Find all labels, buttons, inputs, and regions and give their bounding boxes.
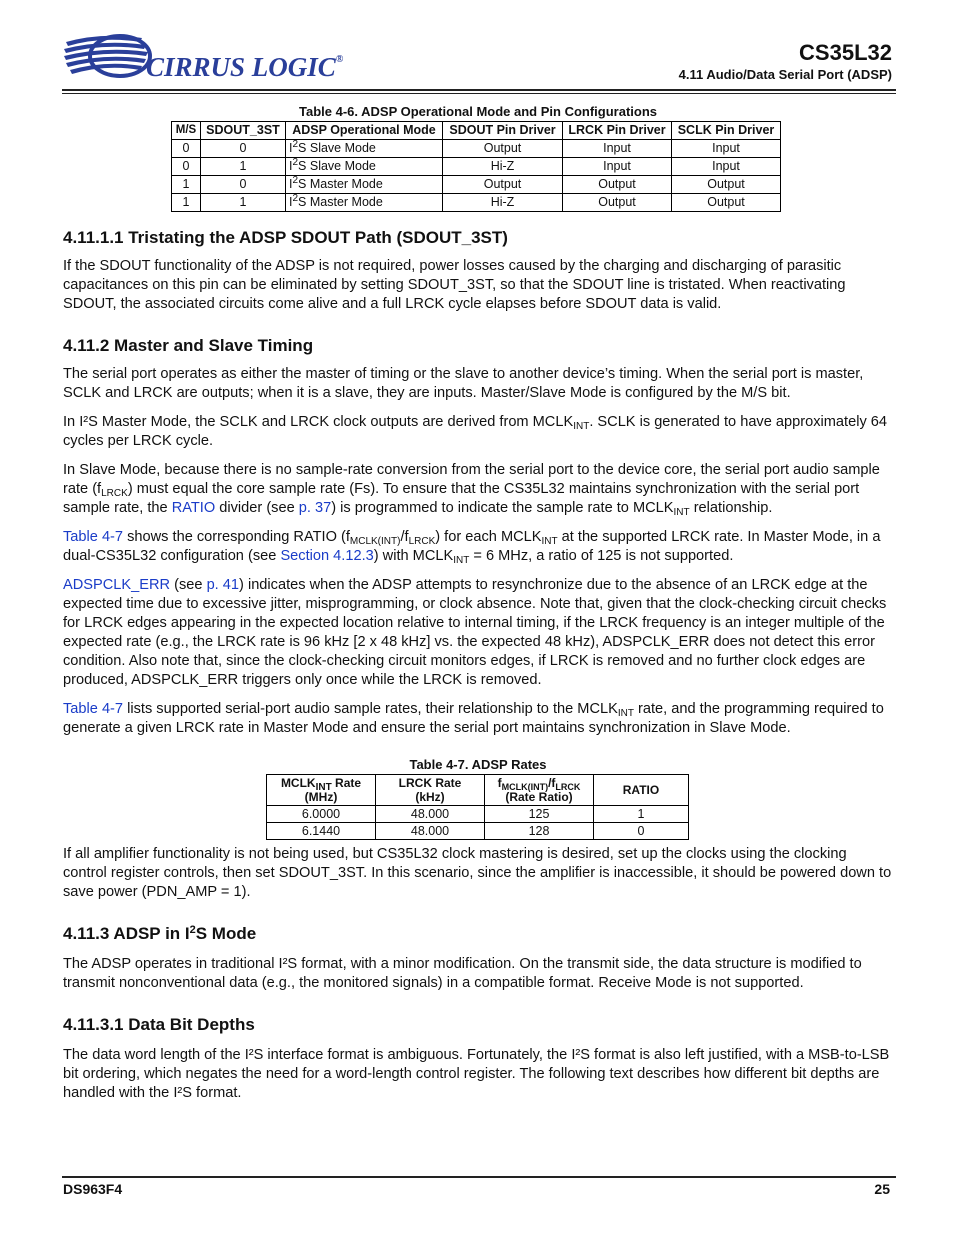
cell-sdout: Output: [443, 176, 563, 194]
cell-ms: 0: [172, 140, 201, 158]
ratio-link[interactable]: RATIO: [171, 500, 216, 516]
cell-ms: 0: [172, 158, 201, 176]
th-lrck-driver: LRCK Pin Driver: [563, 122, 672, 140]
table-row: [172, 140, 781, 158]
text: = 6 MHz, a ratio of 125 is not supported.: [469, 548, 734, 564]
paragraph-tristating: If the SDOUT functionality of the ADSP is not required, power losses caused by the charging and discharging of parasitic capacitances on this pin can be eliminated by setting SDOUT_3ST, so that the SDOUT line is tristated. When reactivating SDOUT, the associated circuits come alive and a full LRCK cycle elapses before SDOUT data is valid.: [63, 258, 846, 312]
cell-rate-ratio: 125: [485, 806, 594, 823]
sub-int: INT: [453, 555, 470, 566]
cell-mode: [286, 158, 443, 176]
cell-sdout: Hi-Z: [443, 158, 563, 176]
mode-prefix: I: [289, 159, 293, 173]
text: at the supported LRCK rate. In Master Mode, in a dual-CS35L32 configuration (see: [63, 529, 881, 564]
cell-sdout3st: 0: [201, 176, 286, 194]
th-ms: M/S: [172, 122, 201, 140]
cell-lrck: Output: [563, 176, 672, 194]
mode-suffix: S Slave Mode: [298, 141, 376, 155]
cell-lrck: 48.000: [376, 823, 485, 840]
text: (Rate Ratio): [505, 790, 573, 804]
sub-int: INT: [541, 536, 558, 547]
cell-mclk: 6.1440: [267, 823, 376, 840]
text: /f: [548, 776, 556, 790]
adspclk-err-link[interactable]: ADSPCLK_ERR: [63, 577, 171, 593]
section-4-12-3-link[interactable]: Section 4.12.3: [280, 548, 374, 564]
cell-mode: [286, 176, 443, 194]
page-number: 25: [874, 1181, 890, 1197]
footer-rule: [62, 1176, 896, 1178]
heading-4-11-1-1: 4.11.1.1 Tristating the ADSP SDOUT Path (SDOUT_3ST): [63, 228, 508, 247]
text: rate, and the programming required to generate a given LRCK rate in Master Mode and ensure the serial port maintains synchronization in Slave Mode.: [63, 701, 884, 736]
sub-int: INT: [673, 507, 690, 518]
logo-text: CIRRUS LOGIC: [146, 52, 336, 82]
cell-sdout: Hi-Z: [443, 194, 563, 212]
text: ) is programmed to indicate the sample rate to MCLK: [331, 500, 674, 516]
table-4-6: [171, 121, 781, 212]
sub-mclk-int: MCLK(INT): [501, 782, 549, 792]
cell-ms: 1: [172, 194, 201, 212]
sup-2: 2: [292, 157, 299, 168]
cell-ratio: 1: [594, 806, 689, 823]
table-4-7: [266, 774, 689, 840]
page-37-link[interactable]: p. 37: [298, 500, 332, 516]
text: /f: [400, 529, 409, 545]
sub-mclk-int: MCLK(INT): [349, 536, 401, 547]
text: divider (see: [215, 500, 299, 516]
cell-lrck: Output: [563, 194, 672, 212]
section-title: 4.11 Audio/Data Serial Port (ADSP): [678, 67, 892, 82]
page-content: [63, 104, 893, 1103]
table-4-7-caption: Table 4-7. ADSP Rates: [409, 757, 547, 772]
text: ) with MCLK: [373, 548, 454, 564]
text: (see: [170, 577, 207, 593]
cell-sdout3st: 1: [201, 194, 286, 212]
sup-2: 2: [292, 193, 299, 204]
cell-rate-ratio: 128: [485, 823, 594, 840]
text: (MHz): [304, 790, 338, 804]
paragraph-adspclk-err: [63, 576, 893, 690]
paragraph-master-slave: The serial port operates as either the master of timing or the slave to another device’s timing. When the serial port is master, SCLK and LRCK are outputs; when it is a slave, they are inputs. Master/Slave Mode is configured by the M/S bit.: [63, 366, 864, 401]
paragraph-rates: [63, 700, 893, 738]
sup-2: 2: [189, 924, 196, 936]
text: MCLK: [280, 776, 316, 790]
table-row: [172, 194, 781, 212]
th-lrck-rate: [376, 775, 485, 806]
mode-suffix: S Master Mode: [298, 177, 383, 191]
table-header-row: [172, 122, 781, 140]
mode-suffix: S Master Mode: [298, 195, 383, 209]
cell-sclk: Input: [672, 158, 781, 176]
text: . SCLK is generated to have approximately 64 cycles per LRCK cycle.: [63, 414, 888, 449]
cell-sdout: Output: [443, 140, 563, 158]
text: ) for each MCLK: [435, 529, 542, 545]
text: relationship.: [689, 500, 773, 516]
heading-4-11-3-1: 4.11.3.1 Data Bit Depths: [63, 1015, 255, 1034]
cell-sclk: Output: [672, 194, 781, 212]
text: shows the corresponding RATIO (f: [123, 529, 350, 545]
cell-ms: 1: [172, 176, 201, 194]
cirrus-logic-logo: [62, 30, 352, 86]
mode-prefix: I: [289, 177, 293, 191]
paragraph-i2s-mode: The ADSP operates in traditional I²S format, with a minor modification. On the transmit side, the data structure is modified to transmit nonconventional data (e.g., the monitored signals) in a compatible format. Receive Mode is not supported.: [63, 956, 862, 991]
cell-mclk: 6.0000: [267, 806, 376, 823]
table-header-row: [267, 775, 689, 806]
sub-lrck: LRCK: [101, 488, 128, 499]
cell-sdout3st: 1: [201, 158, 286, 176]
paragraph-bit-depths: The data word length of the I²S interface format is ambiguous. Fortunately, the I²S format is also left justified, with a MSB-to-LSB bit ordering, which negates the need for a word-length control register. The following text describes how different bit depths are handled with the I²S format.: [63, 1047, 890, 1101]
th-sclk-driver: SCLK Pin Driver: [672, 122, 781, 140]
sub-int: INT: [573, 421, 590, 432]
th-sdout-driver: SDOUT Pin Driver: [443, 122, 563, 140]
sub-int: INT: [617, 708, 634, 719]
text: LRCK Rate: [398, 776, 462, 790]
mode-prefix: I: [289, 141, 293, 155]
text: S Mode: [195, 924, 257, 943]
text: In Slave Mode, because there is no sample-rate conversion from the serial port to the device core, the serial port audio sample rate (f: [63, 462, 880, 497]
cell-sclk: Output: [672, 176, 781, 194]
cell-sclk: Input: [672, 140, 781, 158]
cell-lrck: Input: [563, 140, 672, 158]
cell-lrck: 48.000: [376, 806, 485, 823]
cell-ratio: 0: [594, 823, 689, 840]
paragraph-clock-mastering: If all amplifier functionality is not being used, but CS35L32 clock mastering is desired, set up the clocks using the clocking control register controls, then set SDOUT_3ST. In this scenario, since the amplifier is inaccessible, it should be powered down to save power (PDN_AMP = 1).: [63, 846, 892, 900]
table-4-6-caption: Table 4-6. ADSP Operational Mode and Pin Configurations: [298, 104, 658, 119]
th-mclk-rate: [267, 775, 376, 806]
table-4-7-link[interactable]: Table 4-7: [63, 529, 124, 545]
mode-suffix: S Slave Mode: [298, 159, 376, 173]
paragraph-ratio: [63, 528, 893, 566]
paragraph-slave-mode: [63, 461, 893, 518]
table-row: [172, 176, 781, 194]
th-rate-ratio: [485, 775, 594, 806]
text: lists supported serial-port audio sample rates, their relationship to the MCLK: [123, 701, 618, 717]
sub-lrck: LRCK: [555, 782, 581, 792]
logo-registered-mark: ®: [335, 54, 344, 65]
th-sdout3st: SDOUT_3ST: [201, 122, 286, 140]
cell-lrck: Input: [563, 158, 672, 176]
heading-4-11-2: 4.11.2 Master and Slave Timing: [63, 336, 314, 355]
table-4-7-link[interactable]: Table 4-7: [63, 701, 124, 717]
part-number: CS35L32: [799, 40, 892, 65]
heading-4-11-3: [63, 924, 893, 944]
sup-2: 2: [292, 139, 299, 150]
document-id: DS963F4: [63, 1181, 123, 1197]
sub-int: INT: [315, 782, 332, 793]
header-rule-thin: [62, 93, 896, 94]
table-row: [267, 823, 689, 840]
cell-sdout3st: 0: [201, 140, 286, 158]
sub-lrck: LRCK: [408, 536, 436, 547]
text: In I²S Master Mode, the SCLK and LRCK clock outputs are derived from MCLK: [63, 414, 574, 430]
header-rule: [62, 89, 896, 91]
paragraph-i2s-master: [63, 413, 893, 451]
text: Rate: [331, 776, 362, 790]
th-mode: ADSP Operational Mode: [286, 122, 443, 140]
text: ) indicates when the ADSP attempts to resynchronize due to the absence of an LRCK edge at the expected time due to excessive jitter, misprogramming, or clock absence. Note that, given that the clock-checking circuit checks for LRCK edges appearing in the expected location relative to internal timing, if the LRCK frequency is an integer multiple of the expected rate (e.g., the LRCK rate is 96 kHz [2 x 48 kHz] vs. the expected 48 kHz), ADSPCLK_ERR does not detect this error condition. Also note that, since the clock-checking circuit monitors edges, if LRCK is removed and no further clock edges are produced, ADSPCLK_ERR triggers only once while the LRCK is removed.: [63, 577, 887, 688]
page-41-link[interactable]: p. 41: [206, 577, 240, 593]
sup-2: 2: [292, 175, 299, 186]
text: 4.11.3 ADSP in I: [63, 924, 190, 943]
text: f: [497, 776, 502, 790]
mode-prefix: I: [289, 195, 293, 209]
text: (kHz): [415, 790, 445, 804]
th-ratio: RATIO: [594, 775, 689, 806]
cell-mode: [286, 140, 443, 158]
table-row: [172, 158, 781, 176]
text: ) must equal the core sample rate (Fs). To ensure that the CS35L32 maintains synchronization with the serial port sample rate, the: [63, 481, 860, 516]
cell-mode: [286, 194, 443, 212]
table-row: [267, 806, 689, 823]
